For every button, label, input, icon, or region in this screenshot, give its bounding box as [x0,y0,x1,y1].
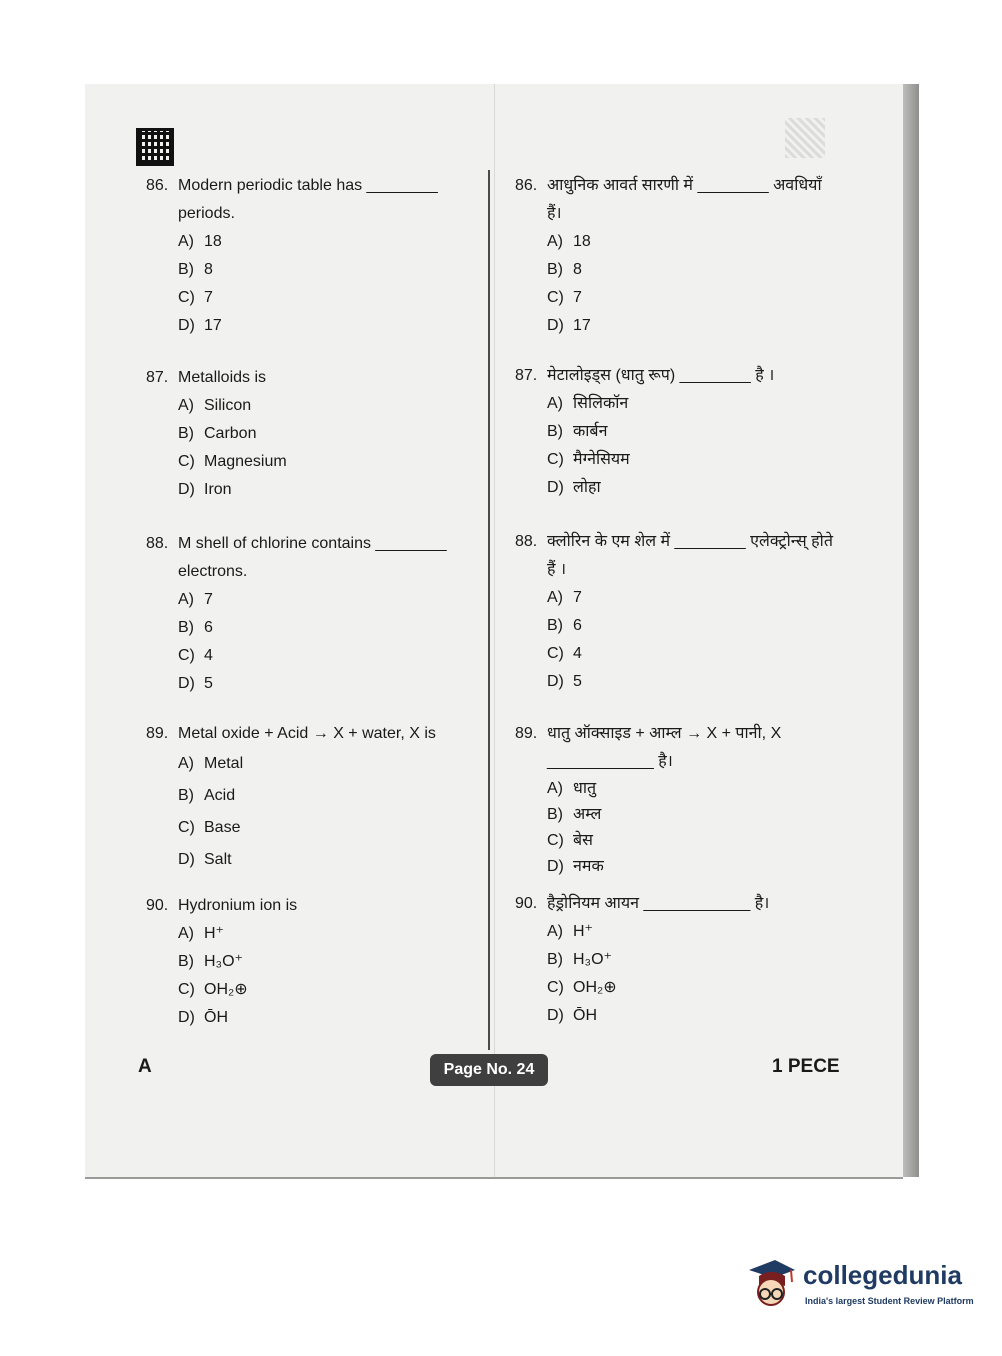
question-text: Modern periodic table has ________ periods. [178,177,438,222]
question-86-hi: 86. आधुनिक आवर्त सारणी में ________ अवधियाँ हैं। A) 18 B) 8 C) 7 D) 17 [515,172,835,340]
booklet-set-label: A [138,1056,152,1077]
question-88-hi: 88. क्लोरिन के एम शेल में ________ एलेक्ट्रोन्स् होते हैं । A) 7 B) 6 C) 4 D) 5 [515,528,835,696]
option: A) H⁺ [178,925,224,942]
option: B) H₃O⁺ [178,953,243,970]
option: C) 7 [178,289,213,306]
option: C) 4 [178,647,213,664]
option: C) Magnesium [178,453,287,470]
option: A) Metal [178,755,244,772]
option: A) 7 [178,591,213,608]
qr-code-ghost-icon [785,118,825,158]
option: B) 6 [547,617,582,634]
option: D) नमक [547,858,604,875]
question-88-en: 88. M shell of chlorine contains ________ electrons. A) 7 B) 6 C) 4 D) 5 [146,530,466,698]
student-mascot-icon [745,1256,797,1312]
option: D) 5 [178,675,213,692]
option: A) 18 [547,233,591,250]
question-89-en: 89. Metal oxide + Acid → X + water, X is A) Metal B) Acid C) Base D) Salt [146,720,466,876]
option: C) OH₂⊕ [547,979,617,996]
qr-code-icon [136,128,174,166]
option: D) 17 [547,317,591,334]
option: C) 4 [547,645,582,662]
question-90-en: 90. Hydronium ion is A) H⁺ B) H₃O⁺ C) OH₂⊕ D) ŌH [146,892,466,1032]
option: C) बेस [547,832,593,849]
option: B) कार्बन [547,423,608,440]
collegedunia-brand[interactable] [745,1250,975,1320]
paper-fold-line [494,84,495,1177]
option: D) Salt [178,851,232,868]
option: D) ŌH [178,1009,228,1026]
option: A) 18 [178,233,222,250]
option: B) 6 [178,619,213,636]
option: D) 17 [178,317,222,334]
option: C) Base [178,819,241,836]
question-87-hi: 87. मेटालोइड्स (धातु रूप) ________ है । A) सिलिकॉन B) कार्बन C) मैग्नेसियम D) लोहा [515,362,835,502]
question-86-en [146,172,466,340]
column-divider [488,170,490,1050]
option: B) 8 [178,261,213,278]
paper-edge-shadow [903,84,919,1177]
brand-name: collegedunia [803,1260,962,1290]
option: D) 5 [547,673,582,690]
option: D) Iron [178,481,232,498]
option: B) 8 [547,261,582,278]
option: A) Silicon [178,397,252,414]
option: C) 7 [547,289,582,306]
question-90-hi: 90. हैड्रोनियम आयन ____________ है। A) H⁺ B) H₃O⁺ C) OH₂⊕ D) ŌH [515,890,835,1030]
question-number: 86. [146,177,169,194]
option: A) 7 [547,589,582,606]
paper-code-label: 1 PECE [772,1056,840,1077]
option: B) H₃O⁺ [547,951,612,968]
question-89-hi: 89. धातु ऑक्साइड + आम्ल → X + पानी, X ____________ है। A) धातु B) अम्ल C) बेस D) नमक [515,720,835,880]
option: B) Carbon [178,425,257,442]
option: B) Acid [178,787,236,804]
option: B) अम्ल [547,806,602,823]
brand-tagline: India's largest Student Review Platform [805,1296,974,1306]
option: A) धातु [547,780,597,797]
option: D) ŌH [547,1007,597,1024]
option: D) लोहा [547,479,601,496]
question-87-en: 87. Metalloids is A) Silicon B) Carbon C) Magnesium D) Iron [146,364,466,504]
option: A) सिलिकॉन [547,395,629,412]
page-number-badge: Page No. 24 [430,1054,548,1086]
option: A) H⁺ [547,923,593,940]
option: C) मैग्नेसियम [547,451,630,468]
option: C) OH₂⊕ [178,981,248,998]
